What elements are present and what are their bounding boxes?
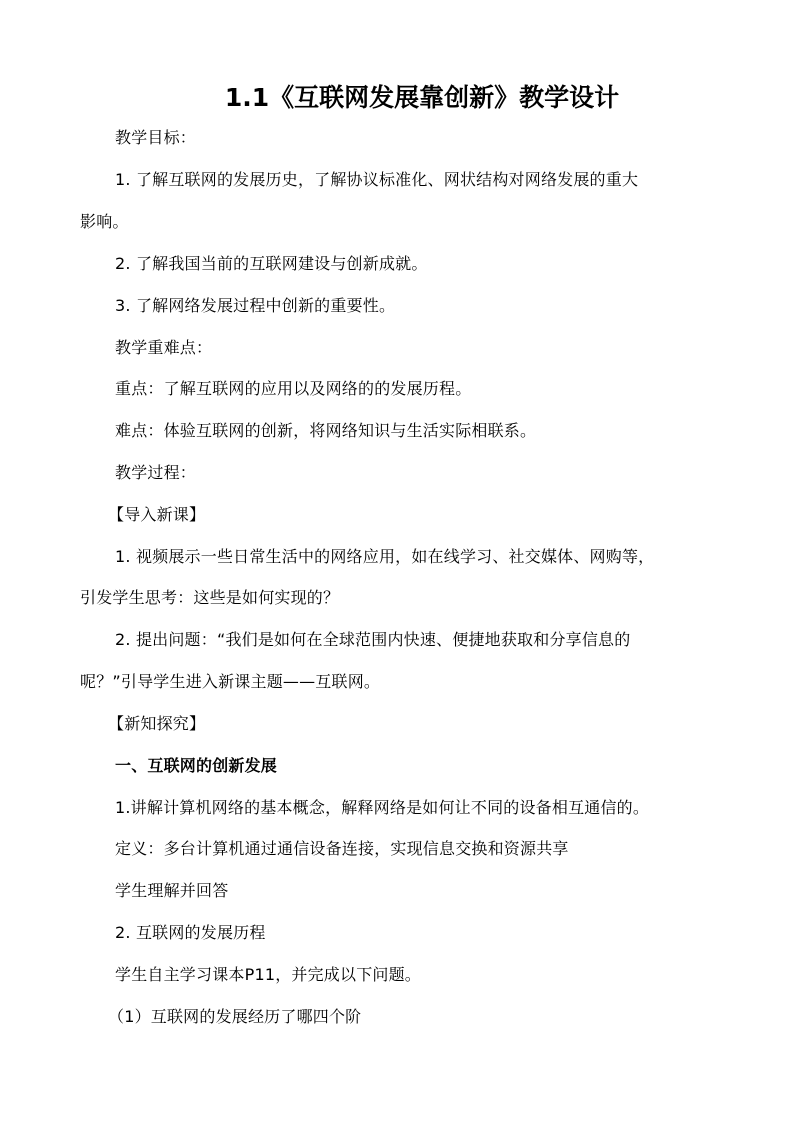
intro-heading: 【导入新课】: [108, 505, 206, 524]
section-1-item-2: 2. 互联网的发展历程: [115, 923, 266, 942]
intro-2-line-1: 2. 提出问题：“我们是如何在全球范围内快速、便捷地获取和分享信息的: [115, 630, 631, 649]
goal-1-line-2: 影响。: [80, 212, 129, 231]
section-1-self-study: 学生自主学习课本P11，并完成以下问题。: [115, 965, 422, 984]
key-point: 重点：了解互联网的应用以及网络的的发展历程。: [115, 379, 472, 398]
difficult-point: 难点：体验互联网的创新，将网络知识与生活实际相联系。: [115, 421, 537, 440]
section-1-question-1: （1）互联网的发展经历了哪四个阶: [108, 1007, 362, 1026]
intro-2-line-2: 呢？”引导学生进入新课主题——互联网。: [80, 672, 381, 691]
document-title: 1.1《互联网发展靠创新》教学设计: [224, 83, 620, 112]
goal-1-line-1: 1. 了解互联网的发展历史，了解协议标准化、网状结构对网络发展的重大: [115, 170, 639, 189]
section-1-definition: 定义：多台计算机通过通信设备连接，实现信息交换和资源共享: [115, 839, 569, 858]
goals-heading: 教学目标：: [115, 128, 197, 147]
key-difficult-heading: 教学重难点：: [115, 338, 213, 357]
goal-2: 2. 了解我国当前的互联网建设与创新成就。: [115, 254, 428, 273]
section-1-heading: 一、互联网的创新发展: [115, 756, 278, 775]
goal-3: 3. 了解网络发展过程中创新的重要性。: [115, 296, 396, 315]
intro-1-line-2: 引发学生思考：这些是如何实现的？: [80, 588, 340, 607]
section-1-item-1: 1.讲解计算机网络的基本概念，解释网络是如何让不同的设备相互通信的。: [115, 798, 650, 817]
explore-heading: 【新知探究】: [108, 714, 206, 733]
intro-1-line-1: 1. 视频展示一些日常生活中的网络应用，如在线学习、社交媒体、网购等，: [115, 547, 655, 566]
section-1-student-response: 学生理解并回答: [115, 881, 229, 900]
process-heading: 教学过程：: [115, 463, 197, 482]
